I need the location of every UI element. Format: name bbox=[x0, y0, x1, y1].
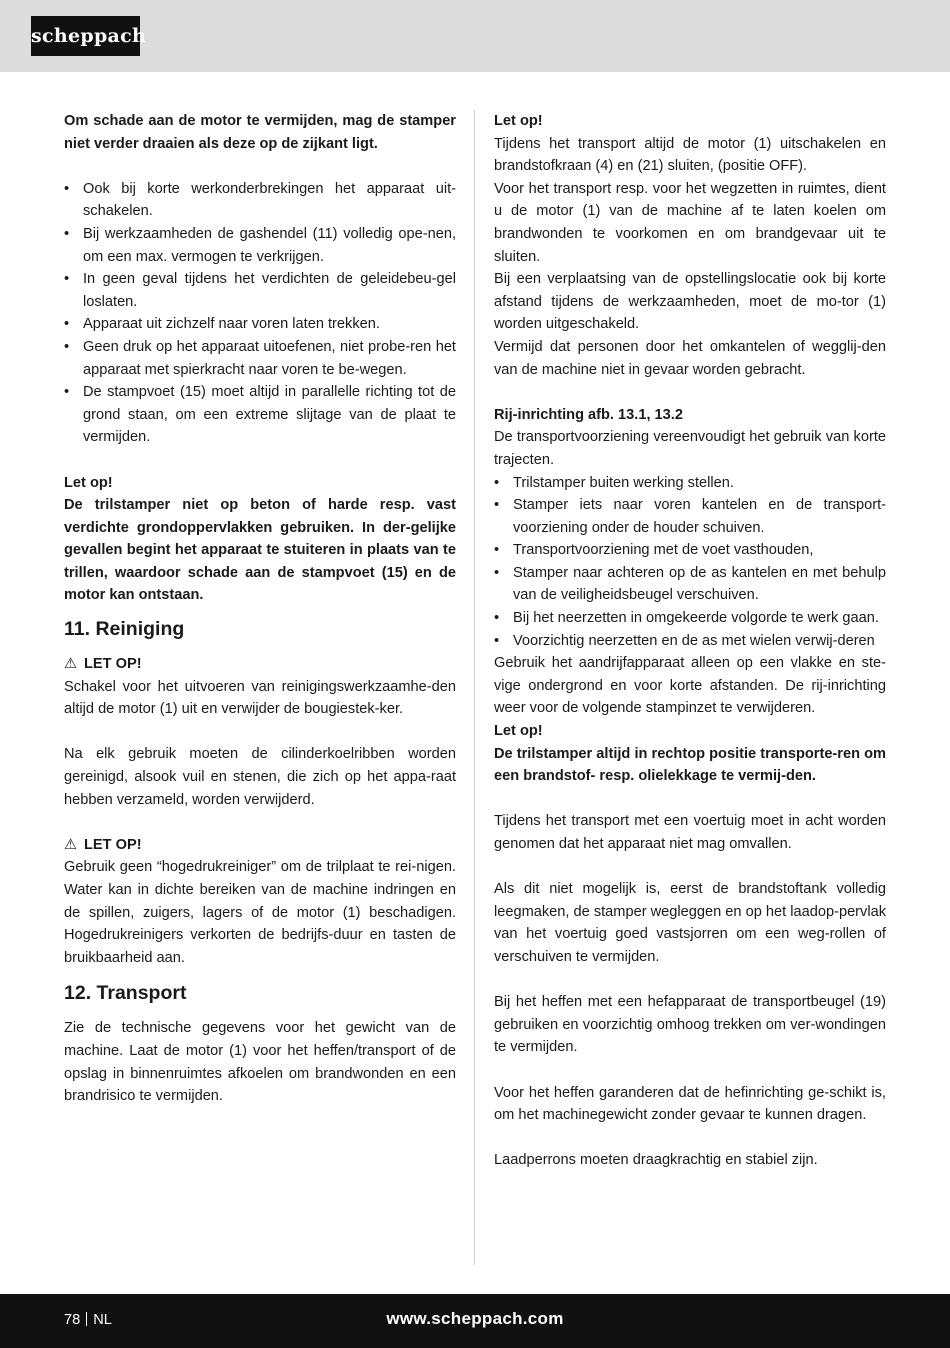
note-title: Let op! bbox=[494, 723, 543, 740]
paragraph: Als dit niet mogelijk is, eerst de brandstoftank volledig leegmaken, de stamper wegleggen en op het laadop-pervlak van het voertuig goed vastsjorren om een weg-rollen of verschuiven te vermijden. bbox=[494, 881, 886, 965]
paragraph: Voor het heffen garanderen dat de hefinrichting ge-schikt is, om het machinegewicht zonder gevaar te kunnen dragen. bbox=[494, 1084, 886, 1124]
list-item: • Bij het neerzetten in omgekeerde volgorde te werk gaan. bbox=[494, 607, 886, 630]
usage-bullet-list bbox=[64, 178, 456, 449]
warning-label: LET OP! bbox=[84, 656, 142, 673]
list-item: • Stamper iets naar voren kantelen en de transport-voorziening onder de houder schuiven. bbox=[494, 494, 886, 539]
list-item: • Trilstamper buiten werking stellen. bbox=[494, 472, 886, 495]
paragraph: Gebruik het aandrijfapparaat alleen op een vlakke en ste-vige ondergrond en voor korte afstanden. De rij-inrichting weer voor de volgende stampinzet te verwijderen. bbox=[494, 655, 886, 717]
language-code: NL bbox=[93, 1312, 112, 1328]
section-12-heading: 12. Transport bbox=[64, 982, 187, 1005]
transport-intro-text: Zie de technische gegevens voor het gewicht van de machine. Laat de motor (1) voor het heffen/transport of de opslag in binnenruimtes afkoelen om brandwonden en een brandrisico te vermijden. bbox=[64, 1020, 456, 1105]
note-title: Let op! bbox=[64, 474, 113, 491]
paragraph: Voor het transport resp. voor het wegzetten in ruimtes, dient u de motor (1) van de machine af te laten koelen om brandwonden te voorkomen en om brandgevaar uit te sluiten. bbox=[494, 180, 886, 265]
paragraph: Tijdens het transport met een voertuig moet in acht worden genomen dat het apparaat niet mag omvallen. bbox=[494, 813, 886, 852]
note-title: Let op! bbox=[494, 113, 543, 129]
warning-heading bbox=[64, 653, 456, 676]
note-text: De trilstamper niet op beton of harde resp. vast verdichte grondoppervlakken gebruiken. In der-gelijke gevallen begint het apparaat te stuiteren in plaats van te trillen, waardoor schade aan de stampvoet (15) en de motor kan ontstaan. bbox=[64, 497, 456, 604]
page-number-value: 78 bbox=[64, 1312, 81, 1328]
list-item: • Apparaat uit zichzelf naar voren laten trekken. bbox=[64, 313, 456, 336]
pressure-washer-warning-text: Gebruik geen “hogedrukreiniger” om de trilplaat te rei-nigen. Water kan in dichte bereiken van de machine indringen en de spillen, zuigers, lagers of de motor (1) beschadigen. Hogedrukreinigers verkorten de bedrijfs-duur en tasten de bruikbaarheid aan. bbox=[64, 859, 456, 966]
list-item: • De stampvoet (15) moet altijd in parallelle richting tot de grond staan, om een extreme slijtage van de plaat te vermijden. bbox=[64, 381, 456, 449]
section-11-heading: 11. Reiniging bbox=[64, 618, 185, 641]
note-text: De trilstamper altijd in rechtop positie transporte-ren om een brandstof- resp. olielekkage te vermij-den. bbox=[494, 745, 886, 785]
column-divider bbox=[474, 110, 475, 1265]
warning-triangle-icon: ⚠ bbox=[64, 836, 78, 853]
list-item: • Voorzichtig neerzetten en de as met wielen verwij-deren bbox=[494, 630, 886, 653]
paragraph: Bij een verplaatsing van de opstellingslocatie ook bij korte afstand tijdens de werkzaamheden, moet de mo-tor (1) worden uitgeschakeld. bbox=[494, 271, 886, 333]
cleaning-text: Na elk gebruik moeten de cilinderkoelribben worden gereinigd, alsook vuil en stenen, die zich op het appa-raat hebben verzameld, worden verwijderd. bbox=[64, 746, 456, 808]
paragraph: Bij het heffen met een hefapparaat de transportbeugel (19) gebruiken en voorzichtig omhoog trekken om ver-wondingen te vermijden. bbox=[494, 994, 886, 1056]
list-item: • Geen druk op het apparaat uitoefenen, niet probe-ren het apparaat met spierkracht naar voren te be-wegen. bbox=[64, 336, 456, 381]
brand-logo: scheppach bbox=[31, 16, 140, 56]
intro-warning: Om schade aan de motor te vermijden, mag de stamper niet verder draaien als deze op de zijkant ligt. bbox=[64, 113, 456, 152]
header-band bbox=[0, 0, 950, 72]
page-footer bbox=[0, 1294, 950, 1348]
list-item: • In geen geval tijdens het verdichten de geleidebeu-gel loslaten. bbox=[64, 268, 456, 313]
right-column bbox=[494, 110, 886, 1172]
list-item: • Bij werkzaamheden de gashendel (11) volledig ope-nen, om een max. vermogen te verkrijgen. bbox=[64, 223, 456, 268]
list-item: • Ook bij korte werkonderbrekingen het apparaat uit-schakelen. bbox=[64, 178, 456, 223]
subsection-heading: Rij-inrichting afb. 13.1, 13.2 bbox=[494, 406, 683, 423]
transport-bullet-list bbox=[494, 472, 886, 653]
cleaning-warning-text: Schakel voor het uitvoeren van reinigingswerkzaamhe-den altijd de motor (1) uit en verwijder de bougiestek-ker. bbox=[64, 678, 456, 718]
paragraph: De transportvoorziening vereenvoudigt het gebruik van korte trajecten. bbox=[494, 429, 886, 468]
left-column bbox=[64, 110, 456, 1108]
warning-triangle-icon: ⚠ bbox=[64, 656, 78, 673]
paragraph: Laadperrons moeten draagkrachtig en stabiel zijn. bbox=[494, 1152, 818, 1169]
list-item: • Stamper naar achteren op de as kantelen en met behulp van de veiligheidsbeugel verschuiven. bbox=[494, 562, 886, 607]
warning-label: LET OP! bbox=[84, 836, 142, 853]
warning-heading bbox=[64, 834, 456, 857]
website-link[interactable]: www.scheppach.com bbox=[386, 1309, 564, 1328]
paragraph: Tijdens het transport altijd de motor (1) uitschakelen en brandstofkraan (4) en (21) sluiten, (positie OFF). bbox=[494, 135, 886, 175]
paragraph: Vermijd dat personen door het omkantelen of wegglij-den van de machine niet in gevaar worden gebracht. bbox=[494, 338, 886, 378]
list-item: • Transportvoorziening met de voet vasthouden, bbox=[494, 539, 886, 562]
